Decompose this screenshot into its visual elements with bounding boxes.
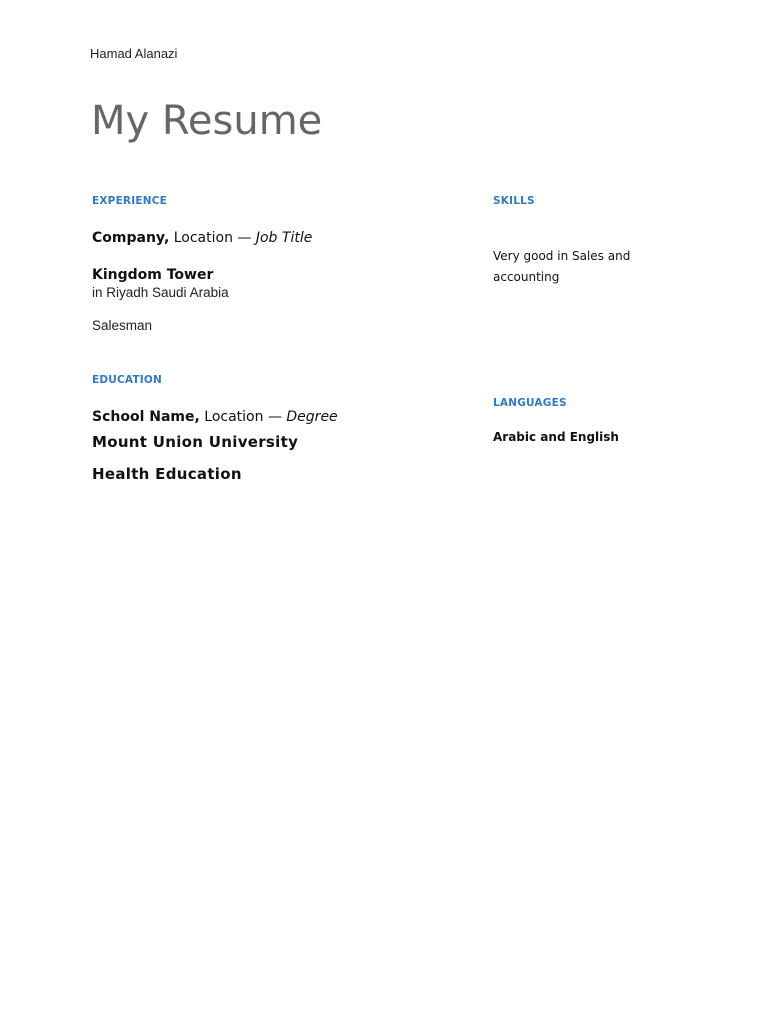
company-location: in Riyadh Saudi Arabia <box>92 285 229 300</box>
languages-description: Arabic and English <box>493 430 619 444</box>
company-name: Kingdom Tower <box>92 267 214 283</box>
experience-heading: EXPERIENCE <box>92 195 167 207</box>
location-placeholder: Location — <box>173 230 252 246</box>
education-template-line <box>92 409 338 425</box>
languages-heading: LANGUAGES <box>493 397 567 409</box>
experience-template-line <box>92 230 312 246</box>
job-position: Salesman <box>92 318 153 333</box>
degree-name: Health Education <box>92 465 242 483</box>
school-location-placeholder: Location — <box>204 409 282 425</box>
education-heading: EDUCATION <box>92 374 163 386</box>
author-name: Hamad Alanazi <box>90 46 178 61</box>
job-title-placeholder: Job Title <box>255 230 313 246</box>
document-title: My Resume <box>91 98 323 144</box>
school-placeholder: School Name, <box>92 409 200 425</box>
company-placeholder: Company, <box>92 230 170 246</box>
school-name: Mount Union University <box>92 433 299 451</box>
skills-heading: SKILLS <box>493 195 535 207</box>
skills-description: Very good in Sales and accounting <box>493 249 631 284</box>
degree-placeholder: Degree <box>286 409 338 425</box>
